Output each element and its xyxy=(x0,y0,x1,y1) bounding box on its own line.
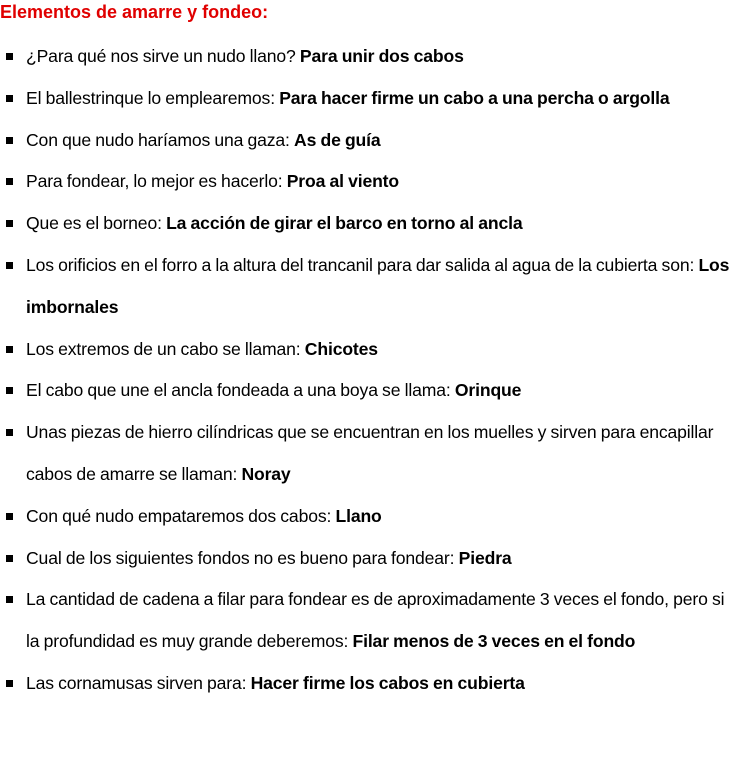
question-text: La cantidad de cadena a filar para fondear es de aproximadamente 3 veces el fondo, pero si la profundidad es muy grande deberemos: xyxy=(26,589,725,652)
answer-text: Proa al viento xyxy=(286,171,399,192)
list-item xyxy=(0,663,740,705)
list-item xyxy=(0,203,740,245)
question-text: Unas piezas de hierro cilíndricas que se encuentran en los muelles y sirven para encapillar cabos de amarre se llaman: xyxy=(26,422,714,484)
list-item xyxy=(0,245,740,329)
square-bullet-icon xyxy=(6,429,13,436)
answer-text: Filar menos de 3 veces en el fondo xyxy=(352,631,636,652)
question-text: El ballestrinque lo emplearemos: xyxy=(26,87,275,108)
list-item xyxy=(0,78,740,120)
square-bullet-icon xyxy=(6,513,13,520)
question-text: El cabo que une el ancla fondeada a una boya se llama: xyxy=(26,380,451,401)
list-item xyxy=(0,161,740,203)
question-text: Para fondear, lo mejor es hacerlo: xyxy=(26,171,283,192)
answer-text: Para unir dos cabos xyxy=(299,46,464,66)
answer-text: Noray xyxy=(241,463,291,484)
question-text: ¿Para qué nos sirve un nudo llano? xyxy=(26,46,296,66)
question-text: Con qué nudo empataremos dos cabos: xyxy=(26,505,332,526)
square-bullet-icon xyxy=(6,555,13,562)
list-item xyxy=(0,370,740,412)
answer-text: Para hacer firme un cabo a una percha o argolla xyxy=(279,87,670,108)
section-title: Elementos de amarre y fondeo: xyxy=(0,2,269,22)
answer-text: Los imbornales xyxy=(26,254,730,317)
square-bullet-icon xyxy=(6,220,13,227)
answer-text: Llano xyxy=(335,505,382,526)
answer-text: Chicotes xyxy=(304,338,378,359)
answer-text: Hacer firme los cabos en cubierta xyxy=(250,672,525,693)
square-bullet-icon xyxy=(6,137,13,144)
list-item xyxy=(0,36,740,78)
square-bullet-icon xyxy=(6,95,13,102)
square-bullet-icon xyxy=(6,387,13,394)
square-bullet-icon xyxy=(6,346,13,353)
list-item xyxy=(0,329,740,371)
square-bullet-icon xyxy=(6,596,13,603)
list-item xyxy=(0,120,740,162)
question-text: Los extremos de un cabo se llaman: xyxy=(26,338,301,359)
answer-text: As de guía xyxy=(294,129,381,150)
question-list xyxy=(0,36,740,705)
answer-text: Orinque xyxy=(454,380,522,401)
question-text: Cual de los siguientes fondos no es bueno para fondear: xyxy=(26,547,455,568)
list-item xyxy=(0,579,740,663)
answer-text: La acción de girar el barco en torno al ancla xyxy=(166,213,523,234)
question-text: Con que nudo haríamos una gaza: xyxy=(26,129,290,150)
question-text: Los orificios en el forro a la altura del trancanil para dar salida al agua de la cubierta son: xyxy=(26,254,695,275)
list-item xyxy=(0,538,740,580)
square-bullet-icon xyxy=(6,680,13,687)
list-item xyxy=(0,412,740,496)
answer-text: Piedra xyxy=(458,547,512,568)
question-text: Las cornamusas sirven para: xyxy=(26,672,247,693)
square-bullet-icon xyxy=(6,178,13,185)
square-bullet-icon xyxy=(6,53,13,60)
list-item xyxy=(0,496,740,538)
square-bullet-icon xyxy=(6,262,13,269)
question-text: Que es el borneo: xyxy=(26,213,162,234)
